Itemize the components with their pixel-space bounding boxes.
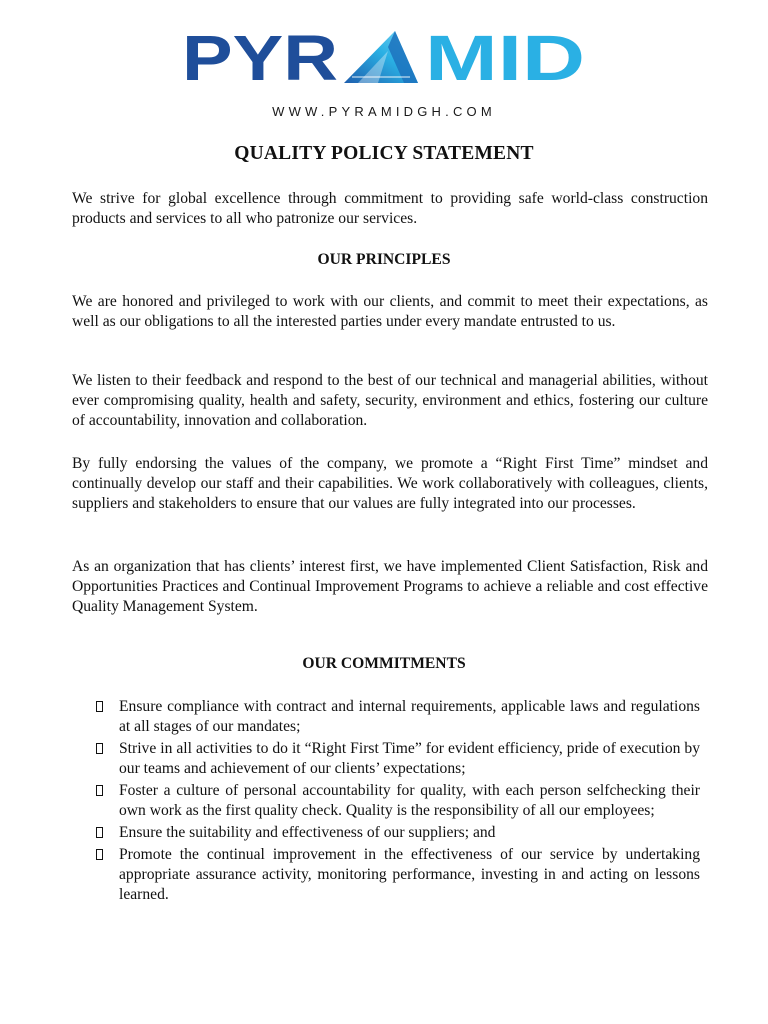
commitment-text: Foster a culture of personal accountability for quality, with each person selfchecking their own work as the first quality check. Quality is the responsibility of all our employees; xyxy=(119,782,700,819)
list-item xyxy=(96,823,700,843)
list-item xyxy=(96,781,700,821)
principle-paragraph: As an organization that has clients’ interest first, we have implemented Client Satisfaction, Risk and Opportunities Practices and Continual Improvement Programs to achieve a reliable and cost effective Quality Management System. xyxy=(72,558,708,615)
principle-paragraph: By fully endorsing the values of the company, we promote a “Right First Time” mindset and continually develop our staff and their capabilities. We work collaboratively with colleagues, clients, suppliers and stakeholders to ensure that our values are fully integrated into our processes. xyxy=(72,455,708,512)
bullet-box-icon xyxy=(96,785,103,796)
list-item xyxy=(96,845,700,905)
commitment-text: Strive in all activities to do it “Right First Time” for evident efficiency, pride of execution by our teams and achievement of our clients’ expectations; xyxy=(119,740,700,777)
bullet-box-icon xyxy=(96,701,103,712)
commitment-text: Ensure compliance with contract and internal requirements, applicable laws and regulations at all stages of our mandates; xyxy=(119,698,700,735)
intro-paragraph: We strive for global excellence through commitment to providing safe world-class construction products and services to all who patronize our services. xyxy=(72,190,708,227)
bullet-box-icon xyxy=(96,849,103,860)
website-url: WWW.PYRAMIDGH.COM xyxy=(272,104,496,119)
bullet-box-icon xyxy=(96,827,103,838)
logo-text-right: MID xyxy=(425,27,585,87)
logo-text-left: PYR xyxy=(182,27,338,87)
commitments-heading: OUR COMMITMENTS xyxy=(302,655,466,672)
logo xyxy=(0,24,768,90)
commitments-list xyxy=(96,697,700,907)
bullet-box-icon xyxy=(96,743,103,754)
pyramid-logo-mark xyxy=(182,27,586,87)
principles-heading: OUR PRINCIPLES xyxy=(317,251,451,268)
list-item xyxy=(96,697,700,737)
principle-paragraph: We listen to their feedback and respond to the best of our technical and managerial abilities, without ever compromising quality, health and safety, security, environment and ethics, fostering our culture of accountability, innovation and collaboration. xyxy=(72,372,708,429)
list-item xyxy=(96,739,700,779)
pyramid-triangle-icon xyxy=(344,31,418,83)
commitment-text: Ensure the suitability and effectiveness of our suppliers; and xyxy=(119,824,496,841)
page-title: QUALITY POLICY STATEMENT xyxy=(234,143,534,164)
principle-paragraph: We are honored and privileged to work with our clients, and commit to meet their expectations, as well as our obligations to all the interested parties under every mandate entrusted to us. xyxy=(72,293,708,330)
commitment-text: Promote the continual improvement in the effectiveness of our service by undertaking appropriate assurance activity, monitoring performance, investing in and acting on lessons learned. xyxy=(119,846,700,903)
